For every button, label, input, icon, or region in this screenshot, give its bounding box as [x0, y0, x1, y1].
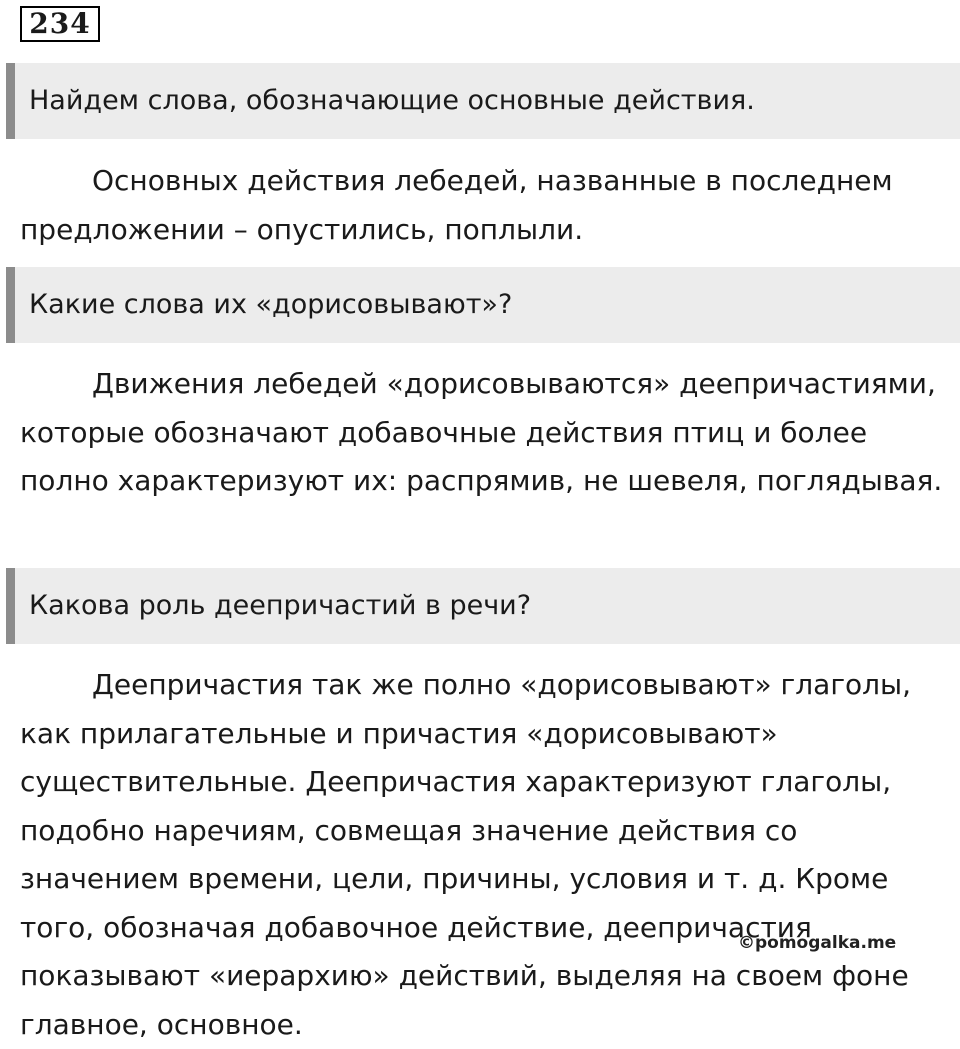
- question-2: Какие слова их «дорисовывают»?: [6, 267, 960, 343]
- question-1: Найдем слова, обозначающие основные действия.: [6, 63, 960, 139]
- exercise-number: 234: [20, 6, 100, 42]
- question-3: Какова роль деепричастий в речи?: [6, 568, 960, 644]
- answer-2: Движения лебедей «дорисовываются» деепричастиями, которые обозначают добавочные действия птиц и более полно характеризуют их: распрямив, не шевеля, поглядывая.: [20, 367, 943, 497]
- answer-3: Деепричастия так же полно «дорисовывают» глаголы, как прилагательные и причастия «дорисовывают» существительные. Деепричастия характеризуют глаголы, подобно наречиям, совмещая значение действия со значением времени, цели, причины, условия и т. д. Кроме того, обозначая добавочное действие, деепричастия показывают «иерархию» действий, выделяя на своем фоне главное, основное.: [20, 668, 912, 1041]
- watermark: ©pomogalka.me: [738, 933, 897, 953]
- answer-1: Основных действия лебедей, названные в последнем предложении – опустились, поплыли.: [20, 164, 893, 246]
